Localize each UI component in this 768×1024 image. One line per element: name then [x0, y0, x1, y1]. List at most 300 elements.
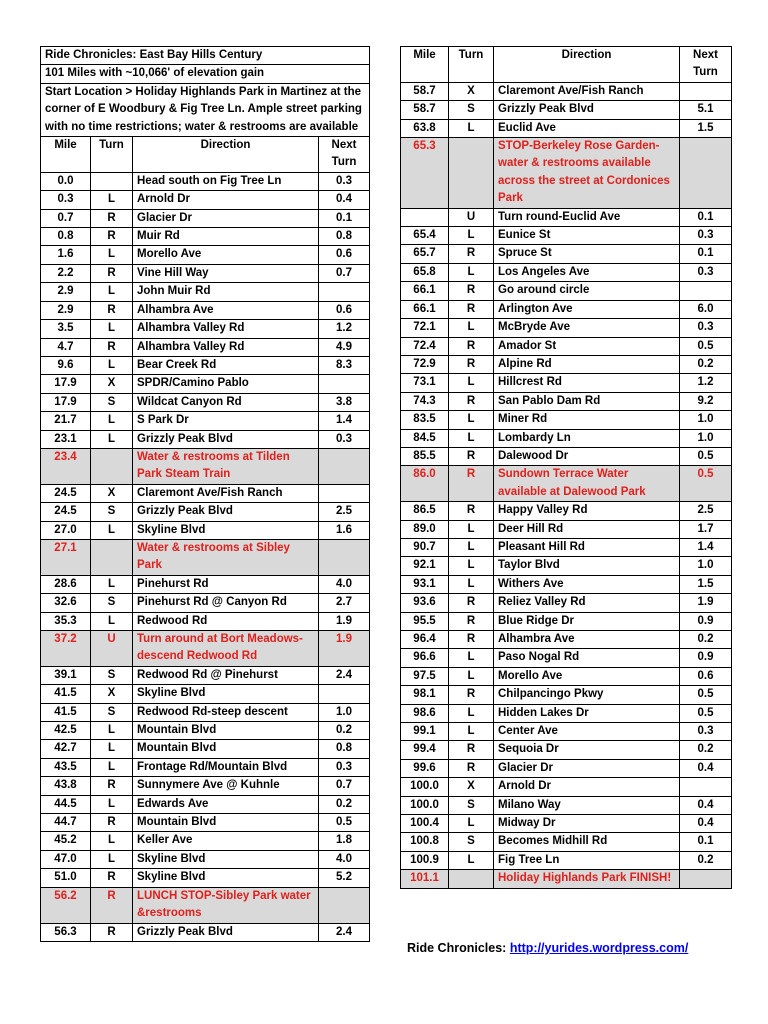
cue-row — [41, 666, 370, 684]
turn-cell: R — [91, 814, 133, 832]
cue-row — [41, 575, 370, 593]
column-header-row — [401, 47, 732, 83]
direction-cell: Spruce St — [494, 245, 680, 263]
next-turn-cell: 0.3 — [680, 319, 732, 337]
turn-cell — [91, 172, 133, 190]
mile-cell: 23.1 — [41, 430, 91, 448]
mile-cell: 39.1 — [41, 666, 91, 684]
mile-cell: 21.7 — [41, 412, 91, 430]
next-turn-cell: 0.5 — [319, 814, 370, 832]
col-direction: Direction — [133, 137, 319, 173]
mile-cell: 100.9 — [401, 851, 449, 869]
next-turn-cell: 0.3 — [680, 723, 732, 741]
direction-cell: Los Angeles Ave — [494, 263, 680, 281]
cue-row — [41, 191, 370, 209]
mile-cell: 99.4 — [401, 741, 449, 759]
cue-row — [401, 759, 732, 777]
turn-cell: L — [449, 520, 494, 538]
cue-row — [41, 412, 370, 430]
next-turn-cell: 0.8 — [319, 740, 370, 758]
cue-row — [401, 101, 732, 119]
col-next-turn: Next Turn — [319, 137, 370, 173]
turn-cell: L — [449, 851, 494, 869]
turn-cell: L — [91, 758, 133, 776]
turn-cell: R — [449, 447, 494, 465]
next-turn-cell: 1.9 — [319, 631, 370, 667]
direction-cell: Eunice St — [494, 227, 680, 245]
next-turn-cell: 0.6 — [680, 667, 732, 685]
turn-cell: L — [91, 795, 133, 813]
direction-cell: Claremont Ave/Fish Ranch — [494, 82, 680, 100]
direction-cell: Mountain Blvd — [133, 722, 319, 740]
direction-cell: Blue Ridge Dr — [494, 612, 680, 630]
next-turn-cell: 0.5 — [680, 704, 732, 722]
direction-cell: Pinehurst Rd — [133, 575, 319, 593]
direction-cell: Chilpancingo Pkwy — [494, 686, 680, 704]
turn-cell: R — [449, 759, 494, 777]
next-turn-cell: 8.3 — [319, 356, 370, 374]
turn-cell: R — [91, 301, 133, 319]
mile-cell: 37.2 — [41, 631, 91, 667]
mile-cell: 58.7 — [401, 82, 449, 100]
ride-subtitle: 101 Miles with ~10,066' of elevation gain — [41, 65, 370, 83]
next-turn-cell: 1.4 — [680, 538, 732, 556]
cue-row — [41, 758, 370, 776]
next-turn-cell — [319, 685, 370, 703]
cue-row — [401, 119, 732, 137]
turn-cell: S — [91, 393, 133, 411]
cue-row — [41, 172, 370, 190]
next-turn-cell: 0.5 — [680, 447, 732, 465]
turn-cell: L — [91, 430, 133, 448]
cue-row — [41, 393, 370, 411]
turn-cell: L — [91, 191, 133, 209]
direction-cell: Mountain Blvd — [133, 740, 319, 758]
turn-cell: L — [449, 649, 494, 667]
turn-cell: S — [91, 703, 133, 721]
footer — [407, 941, 688, 955]
direction-cell: Skyline Blvd — [133, 869, 319, 887]
cue-row — [401, 612, 732, 630]
cue-row — [401, 447, 732, 465]
cue-row — [41, 338, 370, 356]
direction-cell: Fig Tree Ln — [494, 851, 680, 869]
next-turn-cell: 0.1 — [680, 833, 732, 851]
turn-cell: R — [91, 338, 133, 356]
mile-cell: 0.8 — [41, 228, 91, 246]
next-turn-cell: 0.1 — [680, 245, 732, 263]
mile-cell: 100.0 — [401, 796, 449, 814]
direction-cell: Turn around at Bort Meadows-descend Redwood Rd — [133, 631, 319, 667]
turn-cell: R — [449, 245, 494, 263]
direction-cell: John Muir Rd — [133, 283, 319, 301]
direction-cell: Claremont Ave/Fish Ranch — [133, 484, 319, 502]
mile-cell: 24.5 — [41, 503, 91, 521]
next-turn-cell: 0.3 — [319, 430, 370, 448]
next-turn-cell — [680, 282, 732, 300]
cue-row — [41, 832, 370, 850]
cue-row — [41, 594, 370, 612]
direction-cell: Muir Rd — [133, 228, 319, 246]
next-turn-cell: 0.2 — [319, 722, 370, 740]
next-turn-cell: 2.5 — [680, 502, 732, 520]
cue-row — [41, 301, 370, 319]
stop-row — [41, 631, 370, 667]
next-turn-cell — [680, 778, 732, 796]
turn-cell: S — [449, 796, 494, 814]
direction-cell: Amador St — [494, 337, 680, 355]
stop-row — [401, 138, 732, 209]
cue-row — [401, 82, 732, 100]
mile-cell: 74.3 — [401, 392, 449, 410]
cue-row — [41, 814, 370, 832]
mile-cell: 65.7 — [401, 245, 449, 263]
mile-cell: 17.9 — [41, 393, 91, 411]
direction-cell: Redwood Rd @ Pinehurst — [133, 666, 319, 684]
turn-cell — [91, 448, 133, 484]
cue-row — [41, 503, 370, 521]
next-turn-cell: 1.0 — [680, 411, 732, 429]
mile-cell: 72.9 — [401, 355, 449, 373]
mile-cell: 96.6 — [401, 649, 449, 667]
next-turn-cell: 0.7 — [319, 777, 370, 795]
cue-row — [401, 502, 732, 520]
turn-cell: X — [91, 484, 133, 502]
mile-cell: 0.3 — [41, 191, 91, 209]
turn-cell — [449, 138, 494, 209]
direction-cell: Alhambra Valley Rd — [133, 338, 319, 356]
next-turn-cell: 1.9 — [680, 594, 732, 612]
turn-cell: X — [449, 778, 494, 796]
cue-row — [41, 430, 370, 448]
direction-cell: Edwards Ave — [133, 795, 319, 813]
next-turn-cell: 0.1 — [319, 209, 370, 227]
turn-cell: L — [91, 740, 133, 758]
cue-row — [401, 411, 732, 429]
direction-cell: Deer Hill Rd — [494, 520, 680, 538]
mile-cell: 56.3 — [41, 923, 91, 941]
cue-row — [401, 594, 732, 612]
direction-cell: Alhambra Ave — [133, 301, 319, 319]
direction-cell: Redwood Rd — [133, 612, 319, 630]
mile-cell: 66.1 — [401, 282, 449, 300]
mile-cell: 2.9 — [41, 283, 91, 301]
turn-cell: S — [91, 503, 133, 521]
cue-row — [401, 520, 732, 538]
cue-row — [41, 869, 370, 887]
turn-cell: L — [91, 283, 133, 301]
mile-cell: 65.8 — [401, 263, 449, 281]
turn-cell: S — [91, 594, 133, 612]
mile-cell: 93.6 — [401, 594, 449, 612]
direction-cell: Euclid Ave — [494, 119, 680, 137]
next-turn-cell: 5.2 — [319, 869, 370, 887]
turn-cell: L — [91, 850, 133, 868]
turn-cell: L — [91, 832, 133, 850]
direction-cell: Alhambra Valley Rd — [133, 320, 319, 338]
mile-cell: 72.1 — [401, 319, 449, 337]
mile-cell: 27.1 — [41, 539, 91, 575]
direction-cell: Happy Valley Rd — [494, 502, 680, 520]
turn-cell: R — [449, 686, 494, 704]
ride-title: Ride Chronicles: East Bay Hills Century — [41, 47, 370, 65]
turn-cell: R — [449, 355, 494, 373]
cue-row — [41, 209, 370, 227]
direction-cell: Center Ave — [494, 723, 680, 741]
direction-cell: Sequoia Dr — [494, 741, 680, 759]
mile-cell: 9.6 — [41, 356, 91, 374]
turn-cell: L — [449, 263, 494, 281]
cue-row — [401, 245, 732, 263]
start-location: Start Location > Holiday Highlands Park in Martinez at the corner of E Woodbury & Fig Tree Ln. Ample street parking with no time restrictions; water & restrooms are available — [41, 83, 370, 136]
cue-row — [41, 703, 370, 721]
direction-cell: Grizzly Peak Blvd — [133, 503, 319, 521]
direction-cell: STOP-Berkeley Rose Garden-water & restrooms available across the street at Cordonices Park — [494, 138, 680, 209]
next-turn-cell: 0.2 — [680, 741, 732, 759]
next-turn-cell: 4.0 — [319, 575, 370, 593]
mile-cell: 86.5 — [401, 502, 449, 520]
next-turn-cell: 0.3 — [680, 263, 732, 281]
cue-row — [41, 923, 370, 941]
cue-row — [401, 575, 732, 593]
turn-cell: R — [91, 209, 133, 227]
direction-cell: Glacier Dr — [133, 209, 319, 227]
mile-cell: 1.6 — [41, 246, 91, 264]
next-turn-cell: 0.4 — [680, 815, 732, 833]
mile-cell: 73.1 — [401, 374, 449, 392]
turn-cell: L — [449, 119, 494, 137]
next-turn-cell — [319, 484, 370, 502]
turn-cell: X — [91, 375, 133, 393]
next-turn-cell: 0.2 — [680, 631, 732, 649]
next-turn-cell: 6.0 — [680, 300, 732, 318]
next-turn-cell: 2.7 — [319, 594, 370, 612]
cue-row — [401, 355, 732, 373]
mile-cell: 100.0 — [401, 778, 449, 796]
next-turn-cell: 0.5 — [680, 686, 732, 704]
cue-row — [401, 686, 732, 704]
direction-cell: Glacier Dr — [494, 759, 680, 777]
mile-cell: 84.5 — [401, 429, 449, 447]
direction-cell: Withers Ave — [494, 575, 680, 593]
direction-cell: Pleasant Hill Rd — [494, 538, 680, 556]
mile-cell: 92.1 — [401, 557, 449, 575]
next-turn-cell — [319, 539, 370, 575]
mile-cell: 23.4 — [41, 448, 91, 484]
cue-row — [401, 851, 732, 869]
mile-cell: 99.1 — [401, 723, 449, 741]
turn-cell: L — [449, 667, 494, 685]
turn-cell: L — [449, 723, 494, 741]
next-turn-cell: 0.6 — [319, 246, 370, 264]
mile-cell: 3.5 — [41, 320, 91, 338]
next-turn-cell: 1.0 — [319, 703, 370, 721]
col-next-turn: Next Turn — [680, 47, 732, 83]
mile-cell: 100.8 — [401, 833, 449, 851]
next-turn-cell — [319, 375, 370, 393]
turn-cell: L — [449, 411, 494, 429]
turn-cell: R — [449, 631, 494, 649]
next-turn-cell: 0.8 — [319, 228, 370, 246]
direction-cell: Arnold Dr — [133, 191, 319, 209]
turn-cell: R — [449, 502, 494, 520]
next-turn-cell — [319, 283, 370, 301]
next-turn-cell: 1.4 — [319, 412, 370, 430]
turn-cell: R — [449, 300, 494, 318]
direction-cell: Hillcrest Rd — [494, 374, 680, 392]
mile-cell: 43.8 — [41, 777, 91, 795]
turn-cell: R — [449, 594, 494, 612]
cue-row — [401, 704, 732, 722]
next-turn-cell: 1.5 — [680, 575, 732, 593]
direction-cell: San Pablo Dam Rd — [494, 392, 680, 410]
mile-cell: 44.5 — [41, 795, 91, 813]
cue-row — [41, 375, 370, 393]
blog-link[interactable]: http://yurides.wordpress.com/ — [509, 941, 689, 955]
turn-cell: R — [449, 612, 494, 630]
mile-cell: 41.5 — [41, 685, 91, 703]
turn-cell: L — [449, 815, 494, 833]
direction-cell: Mountain Blvd — [133, 814, 319, 832]
stop-row — [41, 448, 370, 484]
next-turn-cell: 1.7 — [680, 520, 732, 538]
col-turn: Turn — [449, 47, 494, 83]
cue-row — [401, 319, 732, 337]
cue-row — [41, 356, 370, 374]
cue-row — [401, 263, 732, 281]
direction-cell: LUNCH STOP-Sibley Park water &restrooms — [133, 887, 319, 923]
mile-cell — [401, 208, 449, 226]
cue-row — [41, 283, 370, 301]
next-turn-cell: 0.4 — [680, 796, 732, 814]
next-turn-cell: 0.3 — [680, 227, 732, 245]
direction-cell: Frontage Rd/Mountain Blvd — [133, 758, 319, 776]
turn-cell: S — [449, 833, 494, 851]
next-turn-cell: 1.0 — [680, 429, 732, 447]
col-turn: Turn — [91, 137, 133, 173]
turn-cell: U — [91, 631, 133, 667]
cue-row — [401, 649, 732, 667]
mile-cell: 58.7 — [401, 101, 449, 119]
footer-label: Ride Chronicles: — [407, 941, 507, 955]
next-turn-cell: 2.4 — [319, 666, 370, 684]
next-turn-cell — [319, 448, 370, 484]
next-turn-cell: 4.0 — [319, 850, 370, 868]
turn-cell: L — [449, 429, 494, 447]
cue-row — [401, 833, 732, 851]
cue-row — [401, 227, 732, 245]
mile-cell: 42.5 — [41, 722, 91, 740]
mile-cell: 42.7 — [41, 740, 91, 758]
turn-cell: L — [91, 412, 133, 430]
cue-sheet-right — [400, 46, 732, 889]
next-turn-cell: 0.6 — [319, 301, 370, 319]
mile-cell: 51.0 — [41, 869, 91, 887]
direction-cell: Sundown Terrace Water available at Dalewood Park — [494, 466, 680, 502]
mile-cell: 32.6 — [41, 594, 91, 612]
mile-cell: 85.5 — [401, 447, 449, 465]
direction-cell: Hidden Lakes Dr — [494, 704, 680, 722]
direction-cell: SPDR/Camino Pablo — [133, 375, 319, 393]
direction-cell: Redwood Rd-steep descent — [133, 703, 319, 721]
mile-cell: 100.4 — [401, 815, 449, 833]
next-turn-cell: 0.2 — [319, 795, 370, 813]
turn-cell — [91, 539, 133, 575]
mile-cell: 41.5 — [41, 703, 91, 721]
direction-cell: Lombardy Ln — [494, 429, 680, 447]
direction-cell: Water & restrooms at Tilden Park Steam Train — [133, 448, 319, 484]
mile-cell: 65.4 — [401, 227, 449, 245]
next-turn-cell: 1.9 — [319, 612, 370, 630]
next-turn-cell: 2.4 — [319, 923, 370, 941]
turn-cell: R — [91, 777, 133, 795]
next-turn-cell — [680, 870, 732, 888]
turn-cell: L — [91, 356, 133, 374]
turn-cell: R — [449, 741, 494, 759]
cue-row — [401, 815, 732, 833]
mile-cell: 44.7 — [41, 814, 91, 832]
cue-row — [41, 777, 370, 795]
mile-cell: 24.5 — [41, 484, 91, 502]
mile-cell: 96.4 — [401, 631, 449, 649]
turn-cell: L — [449, 227, 494, 245]
direction-cell: Skyline Blvd — [133, 850, 319, 868]
mile-cell: 99.6 — [401, 759, 449, 777]
turn-cell: S — [91, 666, 133, 684]
next-turn-cell: 0.4 — [680, 759, 732, 777]
cue-row — [401, 667, 732, 685]
mile-cell: 95.5 — [401, 612, 449, 630]
next-turn-cell: 0.4 — [319, 191, 370, 209]
mile-cell: 4.7 — [41, 338, 91, 356]
mile-cell: 27.0 — [41, 521, 91, 539]
direction-cell: Miner Rd — [494, 411, 680, 429]
cue-sheet-left — [40, 46, 370, 942]
turn-cell: L — [91, 722, 133, 740]
direction-cell: S Park Dr — [133, 412, 319, 430]
next-turn-cell: 0.7 — [319, 264, 370, 282]
col-direction: Direction — [494, 47, 680, 83]
direction-cell: Arlington Ave — [494, 300, 680, 318]
turn-cell: L — [91, 246, 133, 264]
turn-cell: L — [449, 374, 494, 392]
cue-row — [401, 337, 732, 355]
direction-cell: Head south on Fig Tree Ln — [133, 172, 319, 190]
turn-cell: R — [449, 466, 494, 502]
mile-cell: 86.0 — [401, 466, 449, 502]
stop-row — [41, 887, 370, 923]
mile-cell: 101.1 — [401, 870, 449, 888]
direction-cell: Vine Hill Way — [133, 264, 319, 282]
next-turn-cell — [680, 138, 732, 209]
direction-cell: Milano Way — [494, 796, 680, 814]
mile-cell: 98.1 — [401, 686, 449, 704]
turn-cell: R — [91, 264, 133, 282]
column-header-row — [41, 137, 370, 173]
mile-cell: 43.5 — [41, 758, 91, 776]
turn-cell: R — [449, 282, 494, 300]
cue-row — [41, 521, 370, 539]
turn-cell: L — [449, 319, 494, 337]
turn-cell: L — [91, 320, 133, 338]
mile-cell: 56.2 — [41, 887, 91, 923]
turn-cell: L — [449, 557, 494, 575]
next-turn-cell: 0.2 — [680, 355, 732, 373]
next-turn-cell: 0.3 — [319, 758, 370, 776]
turn-cell: R — [91, 869, 133, 887]
stop-row — [401, 466, 732, 502]
next-turn-cell: 4.9 — [319, 338, 370, 356]
